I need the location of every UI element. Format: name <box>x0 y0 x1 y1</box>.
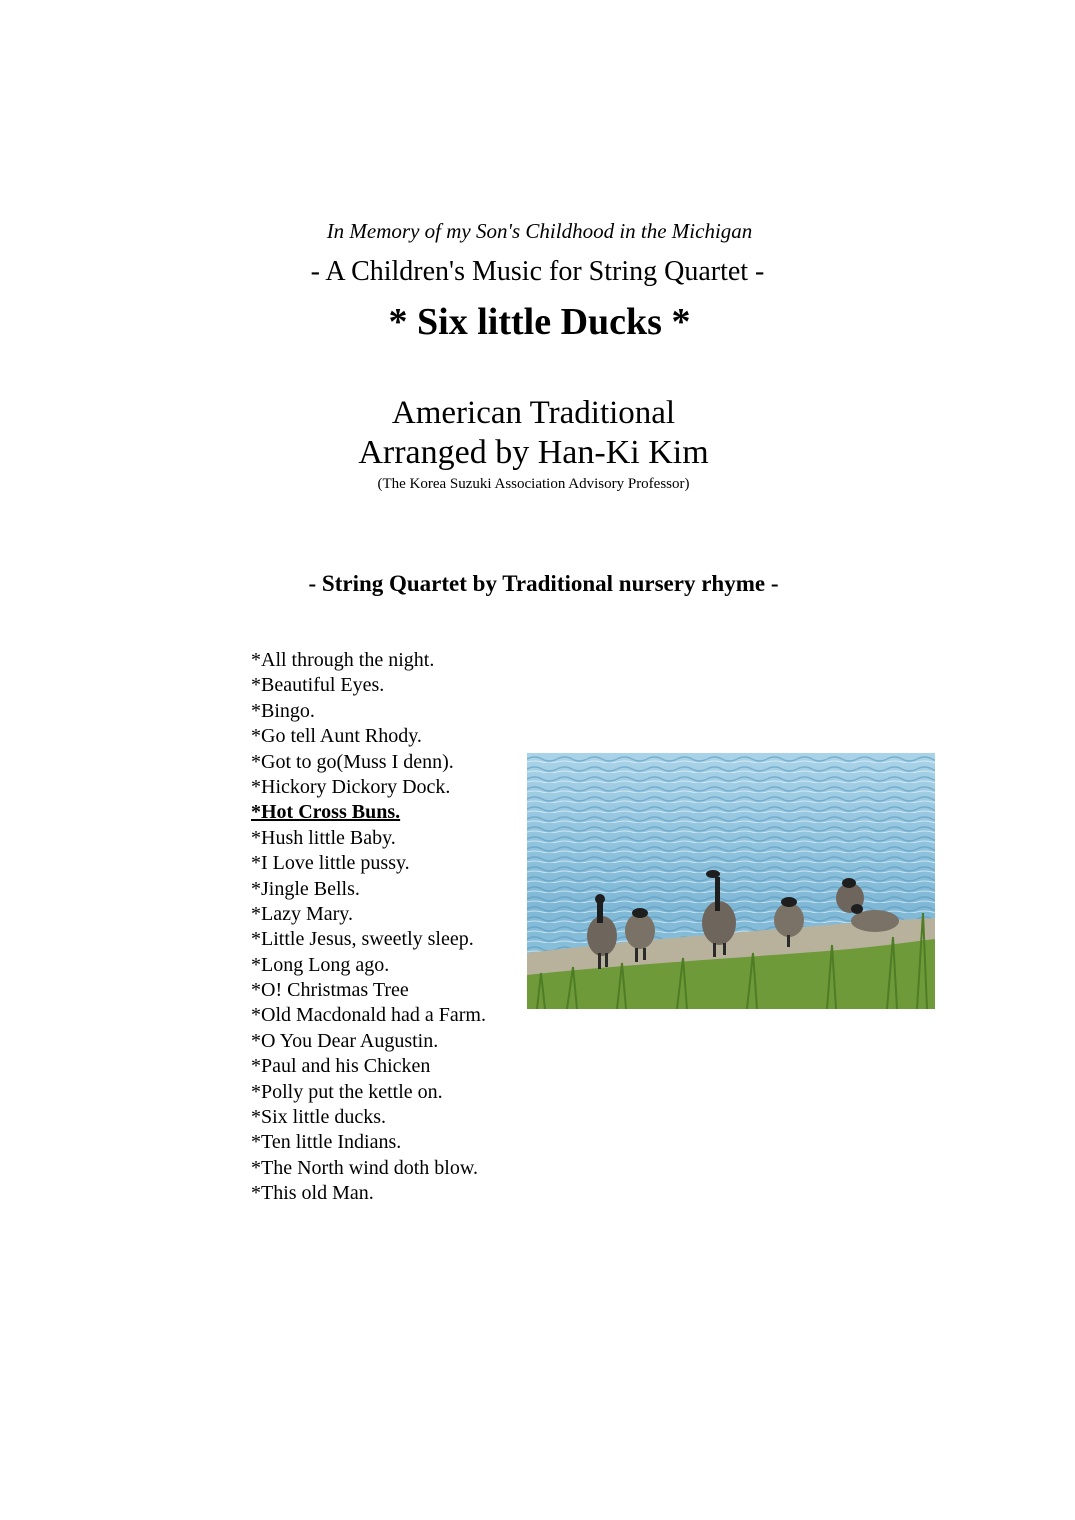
list-item <box>251 902 486 927</box>
song-title: *Paul and his Chicken <box>251 1055 431 1078</box>
arranger-affiliation: (The Korea Suzuki Association Advisory Professor) <box>377 476 690 492</box>
list-item <box>251 877 486 902</box>
list-item <box>251 851 486 876</box>
list-item <box>251 775 486 800</box>
list-item <box>251 1080 486 1105</box>
list-item <box>251 1105 486 1130</box>
song-title: *Polly put the kettle on. <box>251 1080 443 1103</box>
song-title-highlighted: *Hot Cross Buns. <box>251 801 401 824</box>
list-item <box>251 1181 486 1206</box>
list-item <box>251 724 486 749</box>
section-heading: - String Quartet by Traditional nursery rhyme - <box>308 571 779 596</box>
list-item <box>251 699 486 724</box>
song-title: *Ten little Indians. <box>251 1131 402 1154</box>
song-title: *Bingo. <box>251 699 315 722</box>
song-title: *This old Man. <box>251 1182 374 1205</box>
list-item <box>251 826 486 851</box>
list-item <box>251 978 486 1003</box>
list-item <box>251 1156 486 1181</box>
page-title: * Six little Ducks * <box>388 301 691 343</box>
origin-credit: American Traditional <box>391 395 676 431</box>
song-title: *I Love little pussy. <box>251 852 410 875</box>
list-item <box>251 648 486 673</box>
geese-photo <box>527 753 935 1009</box>
song-title: *Six little ducks. <box>251 1106 386 1129</box>
song-title: *O! Christmas Tree <box>251 979 409 1002</box>
list-item <box>251 673 486 698</box>
song-title: *Beautiful Eyes. <box>251 674 385 697</box>
song-title: *Little Jesus, sweetly sleep. <box>251 928 474 951</box>
list-item <box>251 1054 486 1079</box>
song-title: *The North wind doth blow. <box>251 1156 479 1179</box>
song-title: *Long Long ago. <box>251 953 390 976</box>
song-title: *Hush little Baby. <box>251 826 396 849</box>
list-item <box>251 953 486 978</box>
song-title: *O You Dear Augustin. <box>251 1029 439 1052</box>
arranger-credit: Arranged by Han-Ki Kim <box>358 434 709 471</box>
dedication-line: In Memory of my Son's Childhood in the Michigan <box>326 219 753 243</box>
subtitle: - A Children's Music for String Quartet - <box>310 256 765 287</box>
list-item <box>251 1130 486 1155</box>
geese-illustration <box>527 753 935 1009</box>
song-title: *Jingle Bells. <box>251 877 360 900</box>
song-list <box>251 648 486 1207</box>
song-title: *Got to go(Muss I denn). <box>251 750 454 773</box>
song-title: *Go tell Aunt Rhody. <box>251 725 422 748</box>
list-item-highlighted <box>251 800 486 825</box>
list-item <box>251 1029 486 1054</box>
song-title: *Hickory Dickory Dock. <box>251 775 451 798</box>
song-title: *Old Macdonald had a Farm. <box>251 1004 486 1027</box>
list-item <box>251 1003 486 1028</box>
list-item <box>251 927 486 952</box>
song-title: *All through the night. <box>251 649 435 671</box>
list-item <box>251 750 486 775</box>
song-title: *Lazy Mary. <box>251 902 353 925</box>
